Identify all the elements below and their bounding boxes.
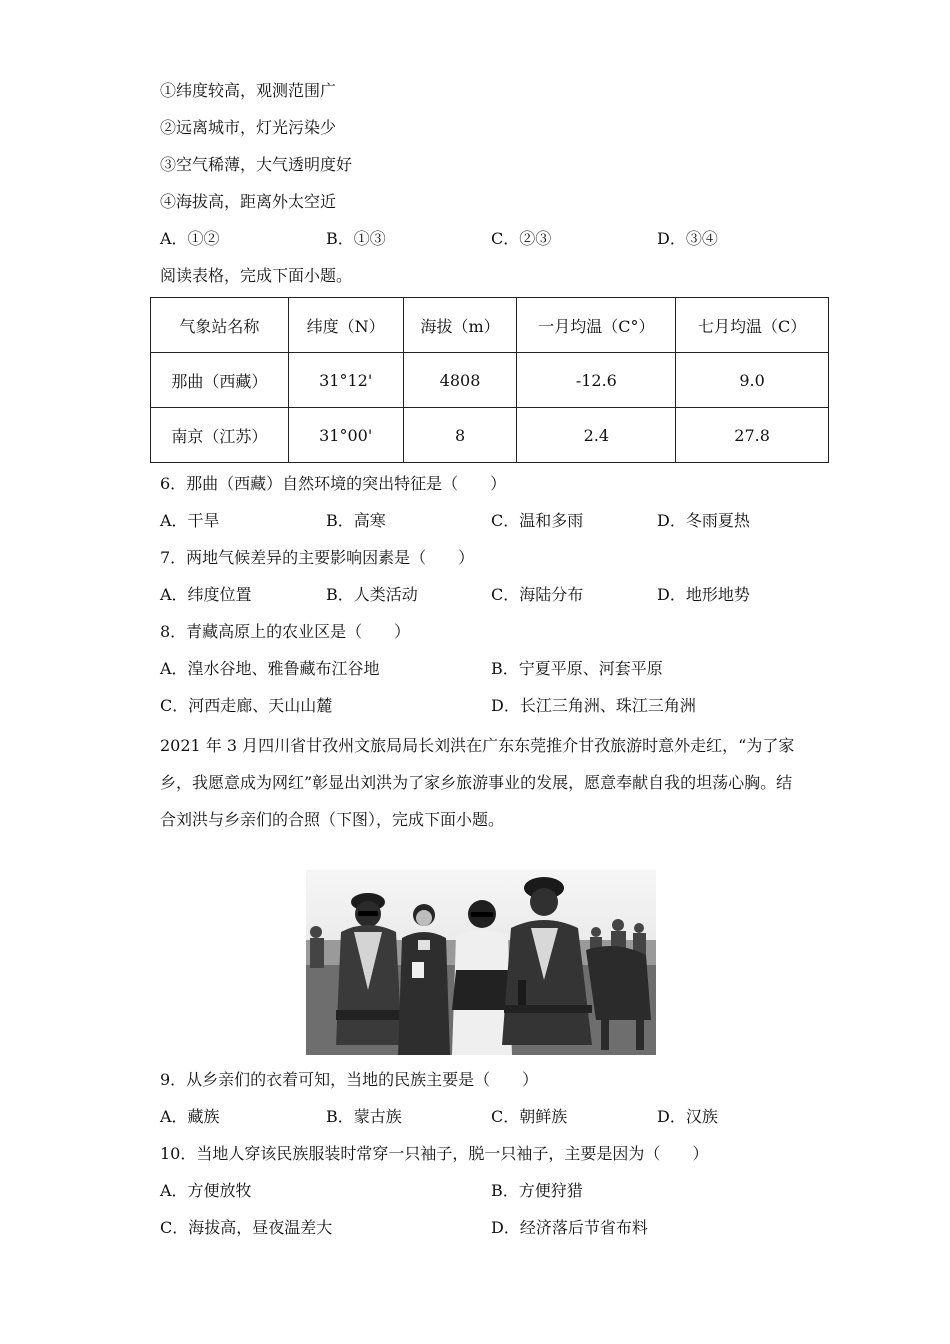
q8-option-d[interactable]: D．长江三角洲、珠江三角洲 (491, 696, 696, 715)
q7-option-b[interactable]: B．人类活动 (326, 585, 418, 604)
q6-option-a[interactable]: A．干旱 (160, 511, 220, 530)
table-cell: 9.0 (676, 353, 829, 408)
group-photo (306, 870, 656, 1055)
table-cell: 4808 (403, 353, 517, 408)
table-row (151, 408, 829, 463)
q7-stem: 7．两地气候差异的主要影响因素是（ ） (160, 548, 475, 567)
statement-3: ③空气稀薄，大气透明度好 (160, 155, 353, 174)
q10-option-d[interactable]: D．经济落后节省布料 (491, 1218, 648, 1237)
reading-passage: 2021 年 3 月四川省甘孜州文旅局局长刘洪在广东东莞推介甘孜旅游时意外走红，“为了家乡，我愿意成为网红”彰显出刘洪为了家乡旅游事业的发展，愿意奉献自我的坦荡心胸。结合刘洪与乡亲们的合照（下图），完成下面小题。 (160, 736, 795, 829)
q7-option-c[interactable]: C．海陆分布 (491, 585, 584, 604)
table-cell: 南京（江苏） (151, 408, 289, 463)
climate-table (150, 297, 829, 463)
table-intro: 阅读表格，完成下面小题。 (160, 266, 353, 285)
q9-option-c[interactable]: C．朝鲜族 (491, 1107, 568, 1126)
q8-option-c[interactable]: C．河西走廊、天山山麓 (160, 696, 333, 715)
q6-option-b[interactable]: B．高寒 (326, 511, 386, 530)
q8-option-b[interactable]: B．宁夏平原、河套平原 (491, 659, 663, 678)
statement-2: ②远离城市，灯光污染少 (160, 118, 337, 137)
q5-option-b[interactable]: B．①③ (326, 229, 386, 248)
q9-option-b[interactable]: B．蒙古族 (326, 1107, 402, 1126)
q10-option-a[interactable]: A．方便放牧 (160, 1181, 252, 1200)
table-header: 纬度（N） (288, 298, 403, 353)
table-header: 七月均温（C） (676, 298, 829, 353)
q8-option-a[interactable]: A．湟水谷地、雅鲁藏布江谷地 (160, 659, 380, 678)
q5-option-c[interactable]: C．②③ (491, 229, 552, 248)
table-row (151, 353, 829, 408)
table-header: 一月均温（C°） (517, 298, 676, 353)
q10-stem: 10．当地人穿该民族服装时常穿一只袖子，脱一只袖子，主要是因为（ ） (160, 1144, 709, 1163)
q10-option-b[interactable]: B．方便狩猎 (491, 1181, 583, 1200)
table-cell: 2.4 (517, 408, 676, 463)
q6-option-c[interactable]: C．温和多雨 (491, 511, 584, 530)
table-cell: -12.6 (517, 353, 676, 408)
q6-option-d[interactable]: D．冬雨夏热 (657, 511, 750, 530)
table-header-row (151, 298, 829, 353)
statement-1: ①纬度较高，观测范围广 (160, 81, 337, 100)
statement-4: ④海拔高，距离外太空近 (160, 192, 337, 211)
table-header: 气象站名称 (151, 298, 289, 353)
table-cell: 8 (403, 408, 517, 463)
q9-stem: 9．从乡亲们的衣着可知，当地的民族主要是（ ） (160, 1070, 539, 1089)
table-cell: 那曲（西藏） (151, 353, 289, 408)
q7-option-a[interactable]: A．纬度位置 (160, 585, 252, 604)
q9-option-d[interactable]: D．汉族 (657, 1107, 718, 1126)
q8-stem: 8．青藏高原上的农业区是（ ） (160, 622, 411, 641)
table-header: 海拔（m） (403, 298, 517, 353)
q9-option-a[interactable]: A．藏族 (160, 1107, 220, 1126)
q5-option-a[interactable]: A．①② (160, 229, 220, 248)
q5-option-d[interactable]: D．③④ (657, 229, 718, 248)
table-cell: 31°00' (288, 408, 403, 463)
table-cell: 31°12' (288, 353, 403, 408)
q10-option-c[interactable]: C．海拔高，昼夜温差大 (160, 1218, 333, 1237)
q6-stem: 6．那曲（西藏）自然环境的突出特征是（ ） (160, 474, 507, 493)
table-cell: 27.8 (676, 408, 829, 463)
q7-option-d[interactable]: D．地形地势 (657, 585, 750, 604)
